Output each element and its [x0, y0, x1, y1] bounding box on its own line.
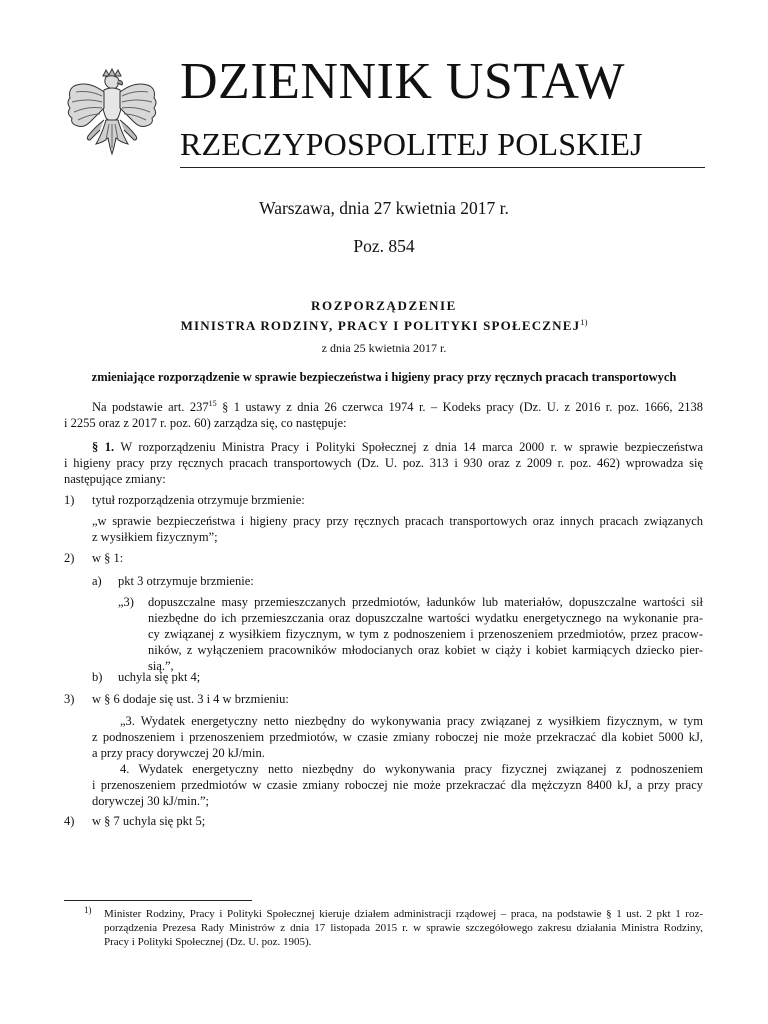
masthead-title: DZIENNIK USTAW — [180, 53, 625, 110]
item-3-para3-line-1: „3. Wydatek energetyczny netto niezbędny do wykonywania pracy związanej z wysiłkiem fizycznym, w tym — [120, 714, 703, 728]
item-2-label: 2) — [64, 551, 75, 565]
footnote-line-3: Pracy i Polityki Społecznej (Dz. U. poz. 1905). — [104, 936, 312, 948]
item-1-label: 1) — [64, 493, 75, 507]
item-3-para3-line-2: z podnoszeniem i przenoszeniem przedmiotów, w czasie zmiany roboczej nie może przekraczać dla kobiet 5000 kJ, — [92, 730, 703, 744]
item-1-quote-line-1: „w sprawie bezpieczeństwa i higieny pracy przy ręcznych pracach transportowych oraz innych pracach związanych — [92, 514, 703, 528]
item-3-para3-line-3: a przy pracy dorywczej 20 kJ/min. — [92, 746, 265, 760]
footnote-line-1: Minister Rodziny, Pracy i Polityki Społecznej kieruje działem administracji rządowej – praca, na podstawie § 1 ust. 2 pkt 1 roz- — [104, 908, 703, 920]
section1-number: § 1. — [92, 440, 115, 454]
act-date: z dnia 25 kwietnia 2017 r. — [321, 341, 447, 355]
item-2a-text: pkt 3 otrzymuje brzmienie: — [118, 574, 254, 588]
act-type: ROZPORZĄDZENIE — [311, 298, 457, 313]
polish-eagle-emblem-icon — [62, 68, 162, 158]
footnote-line-2: porządzenia Prezesa Rady Ministrów z dnia 17 listopada 2015 r. w sprawie szczegółowego zakresu działania Ministra Rodziny, — [104, 922, 703, 934]
item-3-para4-line-3: dorywczej 30 kJ/min.”; — [92, 794, 209, 808]
publication-date: Warszawa, dnia 27 kwietnia 2017 r. — [259, 198, 509, 218]
item-1-quote-line-2: z wysiłkiem fizycznym”; — [92, 530, 218, 544]
item-2b-label: b) — [92, 670, 103, 684]
section1-line-1 — [92, 439, 703, 455]
item-2a-quote-line-5: sią.”, — [148, 659, 174, 673]
footnote-reference: 1) — [580, 317, 588, 327]
publication-position: Poz. 854 — [353, 236, 415, 256]
item-3-label: 3) — [64, 692, 75, 706]
item-1-text: tytuł rozporządzenia otrzymuje brzmienie: — [92, 493, 305, 507]
footnote-divider — [64, 900, 252, 901]
masthead-subtitle: RZECZYPOSPOLITEJ POLSKIEJ — [180, 126, 643, 162]
item-3-text: w § 6 dodaje się ust. 3 i 4 w brzmieniu: — [92, 692, 289, 706]
preamble-superscript: 15 — [208, 399, 217, 408]
item-2a-quote-line-2: niezbędne do ich przemieszczania oraz dopuszczalne wartości wydatku energetycznego na wykonanie pra- — [148, 611, 703, 625]
item-2b-text: uchyla się pkt 4; — [118, 670, 201, 684]
masthead-divider — [180, 167, 705, 168]
item-3-para4-line-1: 4. Wydatek energetyczny netto niezbędny do wykonywania pracy fizycznej związanej z podnoszeniem — [120, 762, 703, 776]
act-subject: zmieniające rozporządzenie w sprawie bezpieczeństwa i higieny pracy przy ręcznych pracach transportowych — [91, 370, 677, 384]
section1-text: W rozporządzeniu Ministra Pracy i Polityki Społecznej z dnia 14 marca 2000 r. w sprawie bezpieczeństwa — [120, 440, 703, 454]
preamble-text-a: Na podstawie art. 237 — [92, 400, 209, 414]
act-authority — [0, 317, 768, 334]
preamble-line-1 — [92, 399, 703, 415]
preamble-line-2: i 2255 oraz z 2017 r. poz. 60) zarządza się, co następuje: — [64, 416, 347, 430]
item-3-para4-line-2: i przenoszeniem przedmiotów w czasie zmiany roboczej nie może przekraczać dla mężczyzn 8400 kJ, a przy pracy — [92, 778, 703, 792]
authority-text: MINISTRA RODZINY, PRACY I POLITYKI SPOŁECZNEJ — [180, 318, 581, 333]
item-2-text: w § 1: — [92, 551, 124, 565]
section1-line-2: i higieny pracy przy ręcznych pracach transportowych (Dz. U. poz. 313 i 930 oraz z 2009 r. poz. 462) wprowadza się — [64, 456, 703, 470]
item-2a-label: a) — [92, 574, 102, 588]
footnote-mark: 1) — [84, 905, 92, 915]
preamble-text-b: § 1 ustawy z dnia 26 czerwca 1974 r. – Kodeks pracy (Dz. U. z 2016 r. poz. 1666, 2138 — [222, 400, 703, 414]
section1-line-3: następujące zmiany: — [64, 472, 166, 486]
item-2a-quote-line-3: cy związanej z wysiłkiem fizycznym, w tym z podnoszeniem i przenoszeniem przedmiotów, przez pracow- — [148, 627, 703, 641]
item-2a-quote-line-1: dopuszczalne masy przemieszczanych przedmiotów, ładunków lub materiałów, dopuszczalne wartości sił — [148, 595, 703, 609]
item-4-text: w § 7 uchyla się pkt 5; — [92, 814, 206, 828]
item-2a-quote-line-4: ników, z wyłączeniem pracowników młodocianych oraz kobiet w ciąży i kobiet karmiących dziecko pier- — [148, 643, 703, 657]
item-2a-quote-label: „3) — [118, 595, 134, 609]
item-4-label: 4) — [64, 814, 75, 828]
